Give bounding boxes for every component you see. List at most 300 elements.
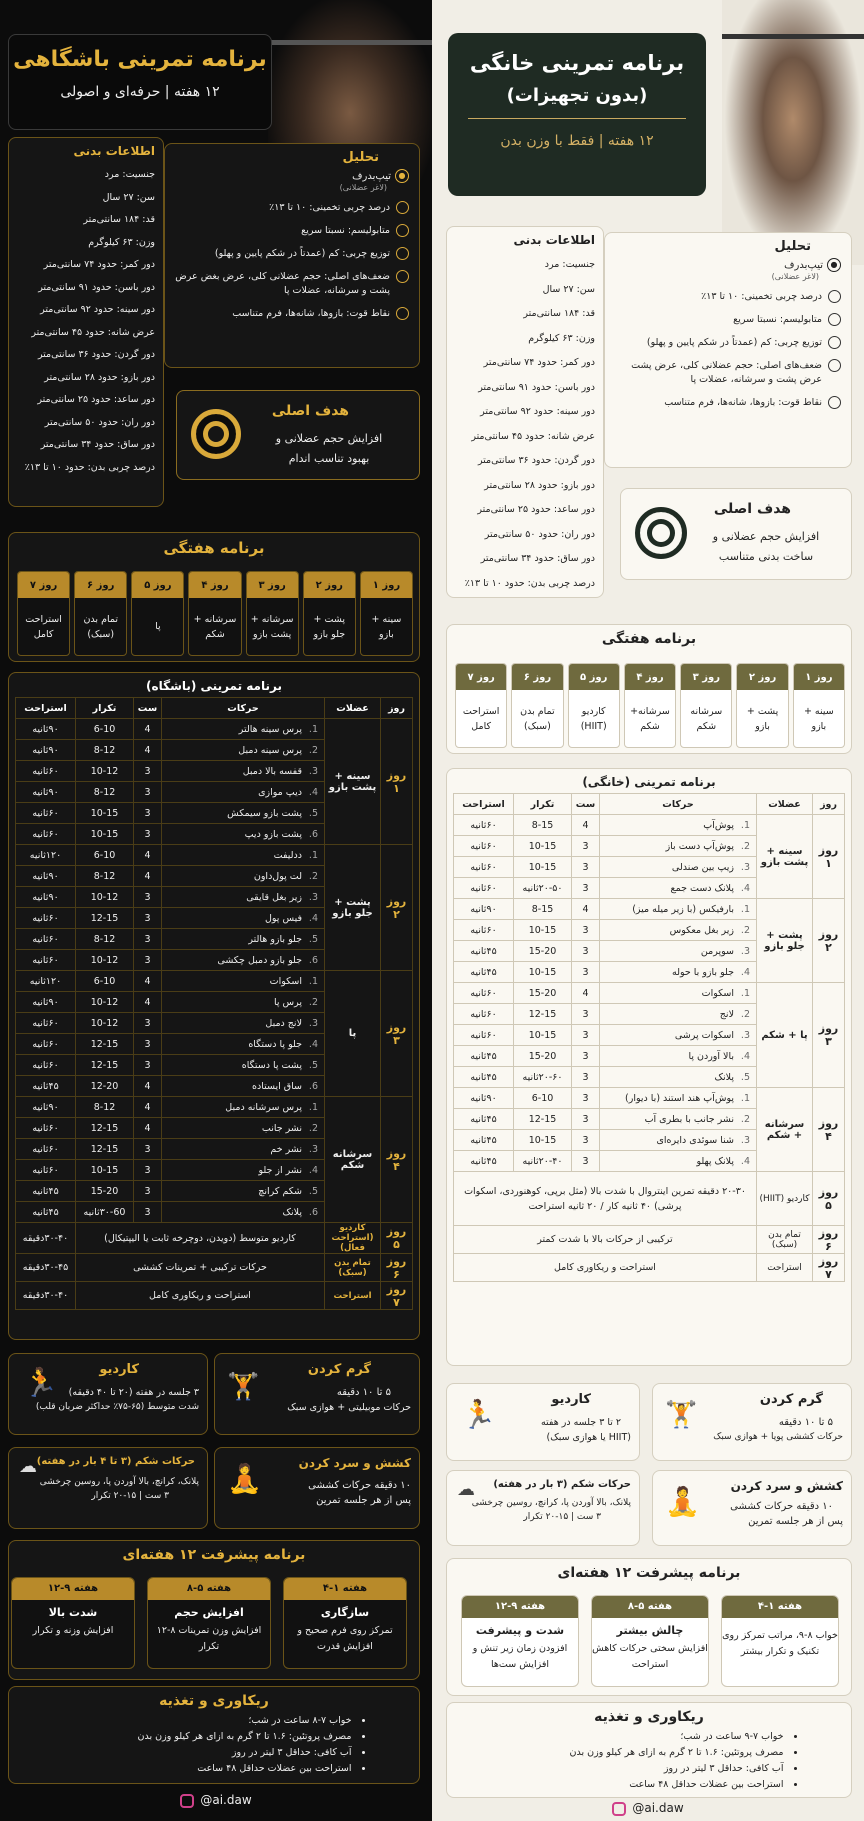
table-cell: 8-15	[514, 815, 572, 836]
table-cell: ۹۰ثانیه	[454, 899, 514, 920]
table-move-name: زیر بغل قایقی	[246, 891, 302, 903]
table-cell: 3	[572, 1151, 600, 1172]
table-muscle-cell: استراحت	[325, 1282, 381, 1310]
analysis-item	[175, 201, 409, 215]
warmup-line2: حرکات موبیلیتی + هوازی سبک	[287, 1402, 411, 1413]
progress-phase-header: هفته ۱-۴	[722, 1596, 838, 1618]
progress-phase-2	[591, 1595, 709, 1687]
handle[interactable]: @ai.daw	[200, 1793, 252, 1807]
table-cell: 3	[134, 1034, 162, 1055]
table-move-number: 3.	[308, 1143, 318, 1155]
stretch-card	[652, 1470, 852, 1546]
table-move-number: 3.	[740, 1134, 750, 1146]
weekly-day-header: روز ۳	[681, 664, 731, 690]
table-muscle-cell: سینه + پشت بازو	[757, 815, 813, 899]
table-row	[454, 1088, 845, 1109]
table-move-cell	[600, 878, 757, 899]
table-cell: 3	[134, 782, 162, 803]
table-move-cell	[162, 761, 325, 782]
recovery-item: • آب کافی: حداقل ۳ لیتر در روز	[23, 1745, 365, 1761]
table-cell: 3	[572, 962, 600, 983]
progress-phase-header: هفته ۹-۱۲	[462, 1596, 578, 1618]
analysis-item-text: درصد چربی تخمینی: ۱۰ تا ۱۳٪	[701, 291, 822, 302]
goal-card	[176, 390, 420, 480]
table-cell: 3	[134, 1181, 162, 1202]
table-move-name: اسکوات	[269, 975, 302, 987]
warmup-line1: ۵ تا ۱۰ دقیقه	[336, 1387, 391, 1398]
dumbbell-icon: 🏋	[665, 1400, 698, 1430]
body-info-item: دور ساعد: حدود ۲۵ سانتی‌متر	[37, 394, 155, 405]
table-cell: 4	[134, 845, 162, 866]
table-cell: ۶۰ثانیه	[454, 920, 514, 941]
recovery-item: • مصرف پروتئین: ۱.۶ تا ۲ گرم به ازای هر کیلو وزن بدن	[23, 1729, 365, 1745]
progress-phase-title: چالش بیشتر	[616, 1624, 684, 1637]
body-info-item: دور کمر: حدود ۷۴ سانتی‌متر	[43, 259, 155, 270]
table-move-cell	[162, 824, 325, 845]
weekly-day-body: پشت + جلو بازو	[313, 613, 346, 640]
weekly-day-body: سرشانه+ شکم	[630, 705, 670, 732]
running-icon: 🏃	[461, 1398, 496, 1431]
progress-phase-title: شدت و پیشرفت	[475, 1624, 565, 1637]
table-move-name: بارفیکس (با زیر میله میز)	[632, 903, 734, 915]
analysis-item-icon	[828, 396, 841, 409]
table-extra-row	[16, 1223, 413, 1254]
analysis-item	[175, 224, 409, 238]
table-move-cell	[162, 1139, 325, 1160]
table-extra-text: حرکات ترکیبی + تمرینات کششی	[76, 1254, 325, 1282]
warmup-card	[214, 1353, 420, 1435]
table-cell: 4	[572, 899, 600, 920]
table-muscle-cell: کاردیو (استراحت فعال)	[325, 1223, 381, 1254]
analysis-item-text: متابولیسم: نسبتا سریع	[301, 225, 390, 236]
table-move-name: ساق ایستاده	[252, 1080, 302, 1092]
table-move-cell	[162, 950, 325, 971]
body-info-item: دور ران: حدود ۵۰ سانتی‌متر	[44, 416, 155, 428]
table-cell: ۲۰-۴۰ثانیه	[514, 1151, 572, 1172]
recovery-card	[8, 1686, 420, 1784]
weekly-day-body: پشت + بازو	[746, 705, 779, 732]
table-move-name: پشت پا دستگاه	[241, 1059, 302, 1071]
cardio-card	[8, 1353, 208, 1435]
table-muscle-cell: سرشانه شکم	[325, 1097, 381, 1223]
table-cell: 8-12	[76, 866, 134, 887]
instagram-icon	[180, 1794, 194, 1808]
table-cell: ۴۵ثانیه	[454, 962, 514, 983]
progress-phase-2	[147, 1577, 271, 1669]
table-move-cell	[600, 920, 757, 941]
table-day-cell: روز ۷	[381, 1282, 413, 1310]
table-move-number: 2.	[740, 1008, 750, 1020]
table-move-name: زیر بغل معکوس	[669, 924, 734, 936]
table-cell: ۱۲۰ثانیه	[16, 845, 76, 866]
body-info-item: دور گردن: حدود ۳۶ سانتی‌متر	[37, 349, 155, 360]
weekly-day-7	[455, 663, 507, 748]
weekly-day-4	[188, 571, 241, 656]
table-cell: 10-15	[514, 836, 572, 857]
table-day-cell: روز ۴	[381, 1097, 413, 1223]
table-row	[454, 815, 845, 836]
table-cell: ۶۰ثانیه	[454, 878, 514, 899]
analysis-card	[164, 143, 420, 368]
table-move-name: شکم کرانچ	[258, 1185, 302, 1197]
table-move-number: 3.	[740, 861, 750, 873]
table-header-cell: تکرار	[76, 698, 134, 719]
table-move-number: 3.	[740, 1029, 750, 1041]
table-title: برنامه تمرینی (خانگی)	[582, 775, 716, 789]
table-move-name: پرس پا	[273, 996, 302, 1008]
table-cell: ۶۰ثانیه	[16, 803, 76, 824]
table-cell: 3	[134, 1055, 162, 1076]
table-move-number: 2.	[740, 924, 750, 936]
table-cell: 3	[134, 824, 162, 845]
table-cell: ۶۰ثانیه	[16, 1034, 76, 1055]
table-move-name: جلو پا دستگاه	[248, 1038, 302, 1050]
table-row	[454, 899, 845, 920]
table-day-cell: روز ۱	[381, 719, 413, 845]
table-move-cell	[162, 740, 325, 761]
table-move-name: اسکوات پرشی	[674, 1029, 734, 1041]
cardio-card	[446, 1383, 640, 1461]
body-info-item: دور ساعد: حدود ۲۵ سانتی‌متر	[477, 504, 595, 515]
table-cell: 10-15	[514, 1130, 572, 1151]
table-cell: 4	[572, 983, 600, 1004]
table-cell: 12-15	[76, 1055, 134, 1076]
progress-title: برنامه پیشرفت ۱۲ هفته‌ای	[122, 1547, 306, 1563]
weekly-day-header: روز ۴	[189, 572, 240, 598]
table-move-cell	[600, 1046, 757, 1067]
table-move-number: 1.	[740, 1092, 750, 1104]
table-cell: ۹۰ثانیه	[16, 740, 76, 761]
abs-title: حرکات شکم (۳ بار در هفته)	[493, 1479, 631, 1490]
analysis-item-icon	[396, 224, 409, 237]
progress-phase-desc: تمرکز روی فرم صحیح و افزایش قدرت	[297, 1625, 393, 1652]
table-move-number: 2.	[308, 870, 318, 882]
body-info-item: دور باسن: حدود ۹۱ سانتی‌متر	[478, 381, 595, 393]
stretch-line1: ۱۰ دقیقه حرکات کششی	[730, 1501, 833, 1512]
table-move-number: 5.	[308, 1185, 318, 1197]
weekly-day-6	[511, 663, 563, 748]
table-cell: 15-20	[514, 1046, 572, 1067]
table-move-cell	[600, 899, 757, 920]
table-header-cell: استراحت	[16, 698, 76, 719]
table-cell: 3	[134, 908, 162, 929]
warmup-line2: حرکات کششی پویا + هوازی سبک	[713, 1432, 843, 1442]
table-cell: 10-12	[76, 1013, 134, 1034]
table-row	[16, 845, 413, 866]
table-cell: 3	[572, 857, 600, 878]
weekly-day-body: سینه + بازو	[371, 613, 402, 640]
weekly-day-header: روز ۱	[361, 572, 412, 598]
weekly-day-header: روز ۶	[512, 664, 562, 690]
body-info-item: عرض شانه: حدود ۴۵ سانتی‌متر	[31, 326, 155, 338]
table-move-number: 4.	[308, 1164, 318, 1176]
table-move-cell	[600, 1151, 757, 1172]
warmup-card	[652, 1383, 852, 1461]
table-cell: 10-15	[514, 1025, 572, 1046]
body-info-title: اطلاعات بدنی	[513, 233, 595, 247]
table-header-cell: عضلات	[757, 794, 813, 815]
progress-phase-desc: افزودن زمان زیر تنش و افزایش ست‌ها	[472, 1643, 568, 1670]
weekly-title: برنامه هفتگی	[601, 631, 697, 647]
table-day-cell: روز ۷	[813, 1254, 845, 1282]
running-icon: 🏃	[23, 1366, 58, 1399]
weekly-day-body: سینه + بازو	[803, 705, 834, 732]
warmup-title: گرم کردن	[759, 1392, 823, 1407]
handle[interactable]: @ai.daw	[632, 1801, 684, 1815]
body-info-item: دور سینه: حدود ۹۲ سانتی‌متر	[480, 406, 595, 417]
table-extra-text: کاردیو متوسط (دویدن، دوچرخه ثابت یا الیپتیکال)	[76, 1223, 325, 1254]
table-move-number: 6.	[308, 954, 318, 966]
stretch-title: کشش و سرد کردن	[730, 1479, 843, 1493]
table-cell: 3	[134, 761, 162, 782]
analysis-item-icon	[396, 307, 409, 320]
table-cell: ۹۰ثانیه	[16, 782, 76, 803]
table-cell: ۱۲۰ثانیه	[16, 971, 76, 992]
table-cell: 3	[134, 929, 162, 950]
table-extra-row	[16, 1254, 413, 1282]
table-cell: 4	[572, 815, 600, 836]
body-type-sub: (لاغر عضلانی)	[339, 183, 387, 192]
analysis-item	[175, 307, 409, 321]
recovery-item: • خواب ۷-۹ ساعت در شب؛	[461, 1729, 797, 1745]
table-cell: 15-20	[76, 1181, 134, 1202]
body-info-item: وزن: ۶۳ کیلوگرم	[528, 332, 595, 344]
table-move-name: لت پول‌داون	[253, 870, 302, 882]
progress-phase-1	[721, 1595, 839, 1687]
table-move-number: 1.	[308, 975, 318, 987]
table-cell: 3	[134, 1202, 162, 1223]
table-header-cell: روز	[381, 698, 413, 719]
weekly-day-header: روز ۷	[18, 572, 69, 598]
table-move-number: 4.	[308, 912, 318, 924]
table-cell: 4	[134, 992, 162, 1013]
body-info-item: وزن: ۶۳ کیلوگرم	[88, 236, 155, 248]
table-cell: 10-15	[514, 962, 572, 983]
table-day-cell: روز ۳	[813, 983, 845, 1088]
progress-card	[8, 1540, 420, 1680]
table-move-name: فیس پول	[265, 912, 302, 924]
table-cell: ۲۰-۶۰ثانیه	[514, 1067, 572, 1088]
table-header-cell: استراحت	[454, 794, 514, 815]
table-day-cell: روز ۲	[813, 899, 845, 983]
weekly-day-4	[624, 663, 676, 748]
table-move-name: جلو بازو دمبل چکشی	[217, 954, 302, 966]
body-type: تیپ‌بدرف	[784, 260, 823, 271]
progress-phase-title: افزایش حجم	[174, 1606, 244, 1619]
table-cell: ۶۰ثانیه	[16, 1160, 76, 1181]
table-muscle-cell: پشت + جلو بازو	[757, 899, 813, 983]
weekly-day-header: روز ۴	[625, 664, 675, 690]
table-move-name: پلانک پهلو	[696, 1155, 734, 1167]
table-move-name: نشر خم	[270, 1143, 302, 1155]
table-cell: 12-15	[76, 1034, 134, 1055]
table-move-name: لانج	[719, 1008, 734, 1020]
table-cell: 10-15	[76, 1160, 134, 1181]
table-move-number: 4.	[740, 1050, 750, 1062]
analysis-item-icon	[828, 359, 841, 372]
weekly-day-header: روز ۷	[456, 664, 506, 690]
stretch-title: کشش و سرد کردن	[298, 1456, 411, 1470]
cardio-line1: ۳ جلسه در هفته (۲۰ تا ۴۰ دقیقه)	[68, 1387, 199, 1398]
body-info-item: درصد چربی بدن: حدود ۱۰ تا ۱۳٪	[464, 577, 595, 589]
table-move-name: قفسه بالا دمبل	[242, 765, 302, 777]
table-move-name: پشت بازو سیمکش	[227, 807, 302, 819]
table-header-cell: ست	[572, 794, 600, 815]
stretch-line2: پس از هر جلسه تمرین	[748, 1516, 843, 1527]
table-move-cell	[162, 1076, 325, 1097]
analysis-title: تحلیل	[774, 239, 811, 254]
table-row	[454, 983, 845, 1004]
table-move-name: پوش‌آپ هند استند (با دیوار)	[625, 1092, 734, 1104]
table-cell: 8-15	[514, 899, 572, 920]
table-move-number: 5.	[308, 1059, 318, 1071]
weekly-day-header: روز ۵	[569, 664, 619, 690]
analysis-item-text: ضعف‌های اصلی: حجم عضلانی کلی، عرض بغض عرض پشت و سرشانه، عضلات پا	[175, 271, 390, 296]
table-move-cell	[162, 1181, 325, 1202]
table-move-number: 6.	[308, 1080, 318, 1092]
table-day-cell: روز ۳	[381, 971, 413, 1097]
table-cell: ۴۵ثانیه	[16, 1202, 76, 1223]
table-cell: ۹۰ثانیه	[16, 719, 76, 740]
table-cell: 4	[134, 740, 162, 761]
table-extra-row	[454, 1254, 845, 1282]
progress-phase-1	[283, 1577, 407, 1669]
warmup-title: گرم کردن	[307, 1362, 371, 1377]
table-extra-text: استراحت و ریکاوری کامل	[76, 1282, 325, 1310]
table-cell: 3	[572, 1088, 600, 1109]
header-box	[448, 33, 706, 196]
header-box	[8, 34, 272, 130]
instagram-icon	[612, 1802, 626, 1816]
target-icon	[635, 507, 687, 559]
table-move-cell	[162, 719, 325, 740]
table-cell: ۴۵ثانیه	[454, 1109, 514, 1130]
progress-phase-header: هفته ۹-۱۲	[12, 1578, 134, 1600]
table-cell: ۶۰ثانیه	[16, 824, 76, 845]
page-title: برنامه تمرینی باشگاهی	[13, 47, 267, 72]
table-row	[16, 719, 413, 740]
table-move-name: نشر جانب	[261, 1122, 302, 1134]
table-move-name: پلانک	[714, 1071, 734, 1083]
table-cell: 15-20	[514, 941, 572, 962]
stretch-card	[214, 1447, 420, 1529]
table-day-cell: روز ۶	[381, 1254, 413, 1282]
weekly-day-body: پا	[155, 621, 161, 632]
cloud-icon: ☁	[457, 1479, 475, 1500]
table-cell: 3	[572, 1067, 600, 1088]
body-info-item: دور بازو: حدود ۲۸ سانتی‌متر	[484, 479, 595, 491]
table-cell: ۶۰ثانیه	[16, 761, 76, 782]
table-cell: 12-15	[514, 1109, 572, 1130]
table-header-cell: تکرار	[514, 794, 572, 815]
home-infographic	[432, 0, 864, 1821]
table-cell: 3	[134, 803, 162, 824]
table-move-cell	[600, 1067, 757, 1088]
analysis-item-icon	[828, 336, 841, 349]
table-move-cell	[600, 815, 757, 836]
table-move-cell	[162, 908, 325, 929]
workout-table-card	[8, 672, 420, 1340]
table-header-cell: ست	[134, 698, 162, 719]
analysis-item-text: ضعف‌های اصلی: حجم عضلانی کلی، عرض پشت عرض پشت و سرشانه، عضلات پا	[631, 360, 822, 385]
table-move-number: 6.	[308, 1206, 318, 1218]
weekly-day-body: کاردیو (HIIT)	[580, 705, 607, 732]
table-cell: 12-15	[76, 908, 134, 929]
weekly-day-3	[246, 571, 299, 656]
table-cell: 4	[134, 1076, 162, 1097]
table-cell: ۹۰ثانیه	[16, 1097, 76, 1118]
abs-line2: ۳ ست | ۱۵-۲۰ تکرار	[91, 1491, 169, 1501]
progress-card	[446, 1558, 852, 1696]
table-move-cell	[600, 962, 757, 983]
table-move-name: دیپ موازی	[258, 786, 302, 798]
table-cell: 3	[134, 950, 162, 971]
table-muscle-cell: تمام بدن (سبک)	[325, 1254, 381, 1282]
table-cell: 4	[134, 971, 162, 992]
table-move-cell	[162, 992, 325, 1013]
footer	[0, 1793, 432, 1808]
weekly-day-6	[74, 571, 127, 656]
weekly-day-header: روز ۱	[794, 664, 844, 690]
workout-table	[453, 793, 845, 1282]
table-move-name: زیپ بین صندلی	[671, 861, 734, 873]
table-move-number: 3.	[308, 765, 318, 777]
table-move-name: لانج دمبل	[265, 1017, 302, 1029]
stretch-line1: ۱۰ دقیقه حرکات کششی	[308, 1480, 411, 1491]
table-muscle-cell: تمام بدن (سبک)	[757, 1226, 813, 1254]
table-move-name: بالا آوردن پا	[688, 1050, 734, 1062]
table-cell: ۶۰ثانیه	[454, 836, 514, 857]
recovery-title: ریکاوری و تغذیه	[594, 1709, 704, 1725]
cardio-title: کاردیو	[551, 1392, 591, 1407]
table-move-cell	[162, 845, 325, 866]
table-extra-row	[16, 1282, 413, 1310]
abs-line2: ۳ ست | ۱۵-۲۰ تکرار	[523, 1512, 601, 1522]
table-cell: 10-15	[76, 824, 134, 845]
table-move-number: 1.	[308, 723, 318, 735]
table-header-cell: عضلات	[325, 698, 381, 719]
table-cell: 6-10	[514, 1088, 572, 1109]
table-move-name: پلانک دست جمع	[670, 882, 734, 894]
table-move-number: 1.	[740, 903, 750, 915]
cardio-line1: ۲ تا ۳ جلسه در هفته	[540, 1417, 621, 1428]
table-move-name: نشر جانب با بطری آب	[644, 1113, 734, 1125]
table-cell: ۴۵ثانیه	[454, 1067, 514, 1088]
progress-phase-desc: افزایش وزنه و تکرار	[32, 1625, 114, 1636]
analysis-item-text: نقاط قوت: بازوها، شانه‌ها، فرم متناسب	[664, 397, 822, 408]
table-cell: 6-10	[76, 845, 134, 866]
table-extra-row	[454, 1226, 845, 1254]
table-cell: ۶۰ثانیه	[454, 1004, 514, 1025]
table-muscle-cell: سینه + پشت بازو	[325, 719, 381, 845]
table-cell: ۹۰ثانیه	[16, 866, 76, 887]
table-move-number: 1.	[308, 1101, 318, 1113]
analysis-item	[615, 396, 841, 410]
table-muscle-cell: پشت + جلو بازو	[325, 845, 381, 971]
analysis-item-text: توزیع چربی: کم (عمدتاً در شکم پایین و پهلو)	[646, 337, 822, 348]
table-cell: 3	[134, 1160, 162, 1181]
weekly-day-header: روز ۵	[132, 572, 183, 598]
body-info-card	[8, 137, 164, 507]
weekly-day-body: تمام بدن (سبک)	[83, 613, 118, 640]
analysis-item	[615, 313, 841, 327]
table-move-number: 3.	[308, 1017, 318, 1029]
table-move-name: پوش‌آپ دست باز	[665, 840, 734, 852]
weekly-day-2	[736, 663, 788, 748]
weekly-card	[446, 624, 852, 754]
analysis-card	[604, 232, 852, 468]
page-title: برنامه تمرینی خانگی	[469, 51, 685, 75]
